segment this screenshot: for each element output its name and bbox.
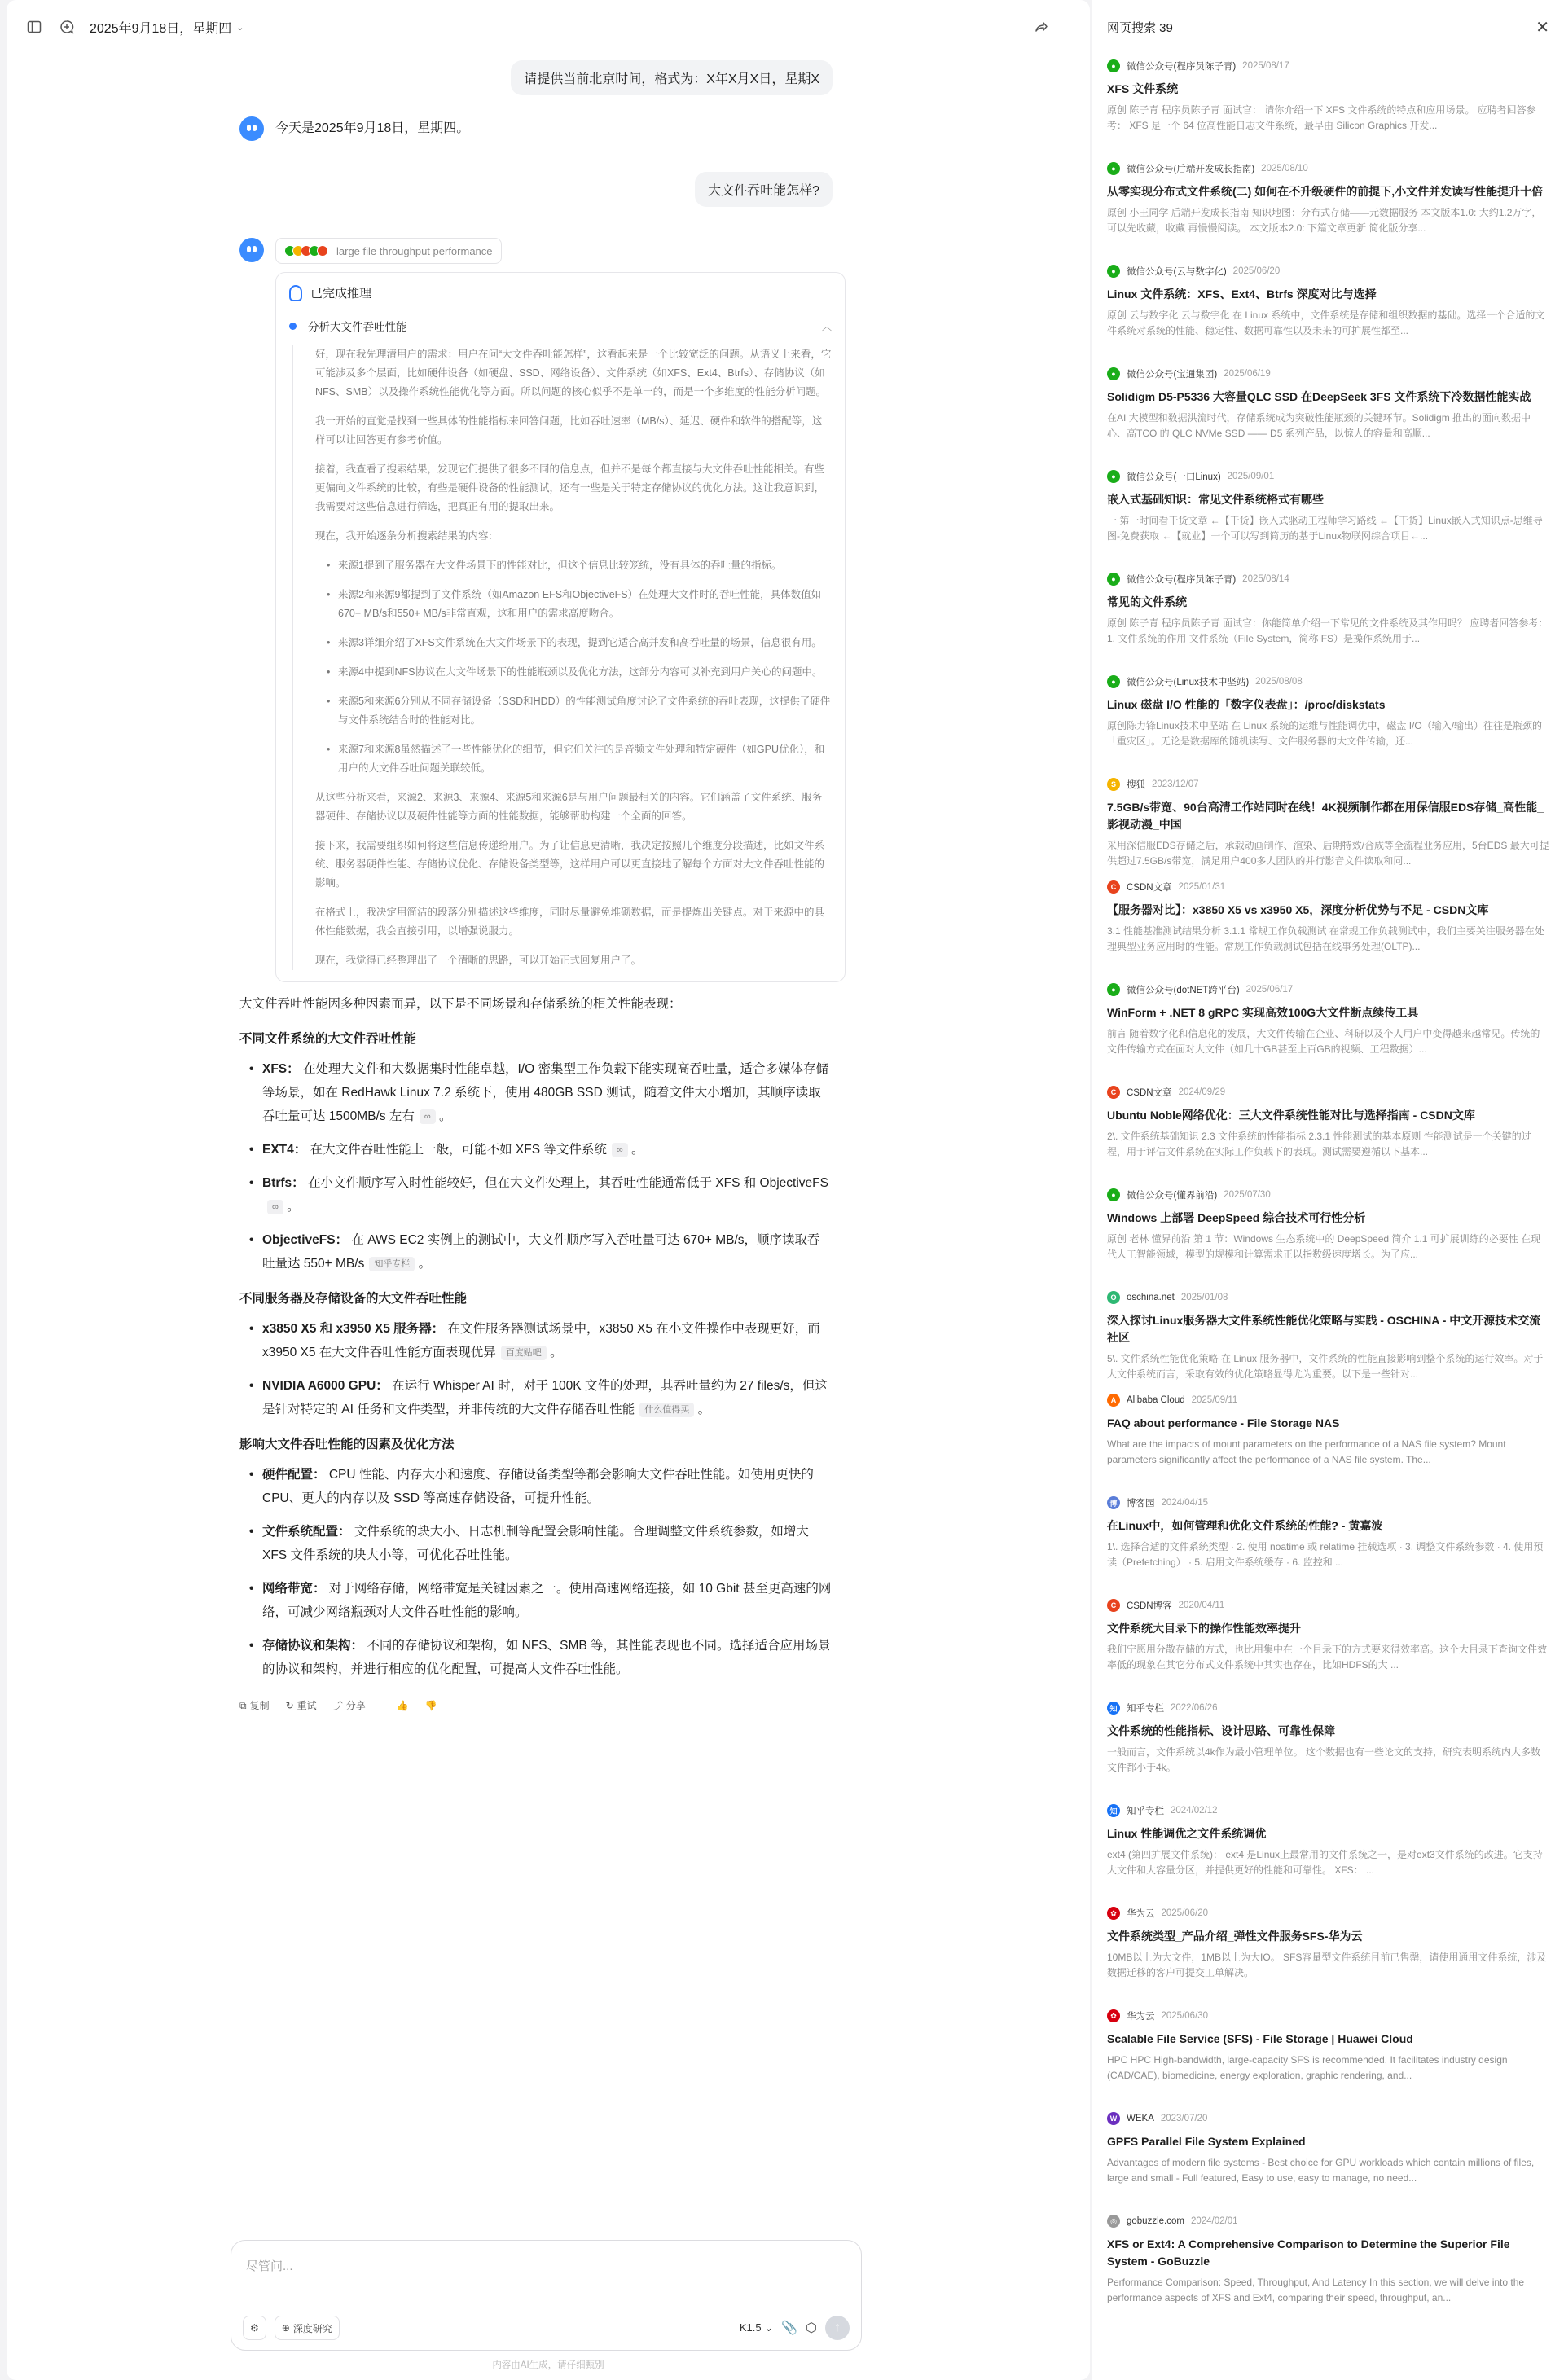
reasoning-paragraph: 好，现在我先理清用户的需求：用户在问“大文件吞吐能怎样”，这看起来是一个比较宽泛的问题。从语义上来看，它可能涉及多个层面，比如硬件设备（如硬盘、SSD、网络设备）、文件系统（如XFS、Ext4、Btrfs）、存储协议（如NFS、SMB）以及操作系统性能优化等方面。所以问题的核心似乎不是单一的，而是一个多维度的性能分析问题。: [315, 349, 832, 397]
answer-list-hw: [239, 1317, 833, 1421]
reasoning-list-item: • 来源7和来源8虽然描述了一些性能优化的细节，但它们关注的是音频文件处理和特定硬件（如GPU优化），和用户的大文件吞吐问题关联较低。: [338, 740, 832, 778]
result-title[interactable]: 深入探讨Linux服务器大文件系统性能优化策略与实践 - OSCHINA - 中文开源技术交流社区: [1107, 1314, 1541, 1344]
result-title[interactable]: 7.5GB/s带宽、90台高清工作站同时在线！4K视频制作都在用保信服EDS存储_高性能_影视动漫_中国: [1107, 801, 1544, 831]
result-source: 微信公众号(懂界前沿): [1127, 1191, 1218, 1201]
result-snippet: 原创 陈子青 程序员陈子青 面试官： 请你介绍一下 XFS 文件系统的特点和应用场景。 应聘者回答参考： XFS 是一个 64 位高性能日志文件系统，最早由 Silicon Graphics 开发...: [1107, 104, 1536, 131]
retry-button[interactable]: [286, 1694, 317, 1718]
thumbs-up-icon[interactable]: 👍: [396, 1700, 409, 1711]
result-date: 2025/07/30: [1224, 1190, 1271, 1200]
result-snippet: 在AI 大模型和数据洪流时代，存储系统成为突破性能瓶颈的关键环节。Solidigm 推出的面向数据中心、高TCO 的 QLC NVMe SSD —— D5 系列产品，以惊人的容量和高顺...: [1107, 412, 1531, 439]
tools-button[interactable]: [243, 2316, 266, 2340]
assistant-answer: [239, 992, 833, 1718]
chat-title: 2025年9月18日，星期四: [90, 21, 232, 36]
result-date: 2025/09/11: [1191, 1395, 1238, 1405]
search-result[interactable]: [1107, 1289, 1549, 1391]
result-meta: [1107, 468, 1549, 485]
result-snippet: 一般而言，文件系统以4k作为最小管理单位。 这个数据也有一些论文的支持，研究表明系统内大多数文件都小于4k。: [1107, 1746, 1541, 1773]
result-title[interactable]: Linux 文件系统：XFS、Ext4、Btrfs 深度对比与选择: [1107, 288, 1377, 301]
source-favicon-icon: ●: [1107, 265, 1120, 278]
item-term: ObjectiveFS：: [262, 1233, 349, 1247]
item-text: 在 AWS EC2 实例上的测试中，大文件顺序写入吞吐量可达 670+ MB/s，顺序读取吞吐量达 550+ MB/s: [262, 1233, 820, 1271]
item-text: CPU 性能、内存大小和速度、存储设备类型等都会影响大文件吞吐性能。如使用更快的 CPU、更大的内存以及 SSD 等高速存储设备，可提升性能。: [262, 1468, 814, 1505]
result-title[interactable]: WinForm + .NET 8 gRPC 实现高效100G大文件断点续传工具: [1107, 1006, 1419, 1019]
result-date: 2025/01/08: [1180, 1293, 1228, 1302]
reasoning-paragraph: 接下来，我需要组织如何将这些信息传递给用户。为了让信息更清晰，我决定按照几个维度分段描述，比如文件系统、服务器硬件性能、存储协议优化、存储设备类型等，这样用户可以更直接地了解每个方面对大文件吞吐性能的影响。: [315, 840, 825, 889]
ai-disclaimer: 内容由AI生成，请仔细甄别: [492, 2360, 604, 2370]
result-title[interactable]: 常见的文件系统: [1107, 595, 1187, 608]
search-result[interactable]: [1107, 1391, 1549, 1494]
reasoning-list: [315, 556, 832, 778]
source-favicon-icon: ●: [1107, 162, 1120, 175]
search-result[interactable]: [1107, 1802, 1549, 1904]
answer-list-item: • Btrfs： 在小文件顺序写入时性能较好，但在大文件处理上，其吞吐性能通常低于 XFS 和 ObjectiveFS∞ 。: [262, 1171, 833, 1219]
result-meta: [1107, 570, 1549, 588]
item-text: 在大文件吞吐性能上一般，可能不如 XFS 等文件系统: [310, 1143, 607, 1157]
share-icon[interactable]: [1031, 17, 1051, 37]
answer-heading: 不同服务器及存储设备的大文件吞吐性能: [239, 1292, 468, 1306]
result-source: 知乎专栏: [1127, 1807, 1164, 1816]
source-favicon-icon: W: [1107, 2112, 1120, 2125]
result-title[interactable]: FAQ about performance - File Storage NAS: [1107, 1416, 1340, 1429]
reasoning-paragraph: 现在，我觉得已经整理出了一个清晰的思路，可以开始正式回复用户了。: [315, 955, 642, 966]
result-snippet: 前言 随着数字化和信息化的发展，大文件传输在企业、科研以及个人用户中变得越来越常见。传统的文件传输方式在面对大文件（如几十GB甚至上百GB的视频、工程数据）...: [1107, 1028, 1540, 1055]
result-date: 2025/08/17: [1242, 61, 1289, 71]
result-date: 2025/08/10: [1261, 164, 1308, 173]
result-meta: [1107, 1596, 1549, 1614]
deep-research-label: 深度研究: [292, 2322, 332, 2334]
result-date: 2025/06/17: [1245, 985, 1294, 995]
result-meta: [1107, 1391, 1549, 1409]
refresh-icon: ↻: [285, 1700, 294, 1711]
sources-chip[interactable]: [275, 238, 502, 264]
source-favicon-icon: ●: [1107, 59, 1120, 72]
result-title[interactable]: 从零实现分布式文件系统(二) 如何在不升级硬件的前提下,小文件并发读写性能提升十倍: [1107, 185, 1544, 198]
result-date: 2024/02/01: [1190, 2216, 1238, 2226]
result-source: 微信公众号(dotNET跨平台): [1127, 986, 1240, 995]
result-date: 2024/02/12: [1171, 1806, 1218, 1816]
result-title[interactable]: Windows 上部署 DeepSpeed 综合技术可行性分析: [1107, 1211, 1366, 1224]
item-term: 存储协议和架构：: [262, 1639, 364, 1653]
result-date: 2025/08/14: [1242, 574, 1289, 584]
result-snippet: ext4 (第四扩展文件系统)： ext4 是Linux上最常用的文件系统之一，是对ext3文件系统的改进。它支持大文件和大容量分区，并提供更好的性能和可靠性。 XFS： ...: [1107, 1849, 1543, 1876]
reasoning-paragraph: 在格式上，我决定用简洁的段落分别描述这些维度，同时尽量避免堆砌数据，而是提炼出关键点。对于来源中的具体性能数据，我会直接引用，以增强说服力。: [315, 907, 825, 937]
source-favicon-icon: C: [1107, 1599, 1120, 1612]
source-favicon-icon: ✿: [1107, 1907, 1120, 1920]
answer-list-item: • NVIDIA A6000 GPU： 在运行 Whisper AI 时，对于 100K 文件的处理，其吞吐量约为 27 files/s，但这是针对特定的 AI 任务和文件类型，并非传统的大文件存储吞吐性能 什么值得买 。: [262, 1374, 833, 1421]
assistant-avatar: [239, 116, 264, 141]
search-result[interactable]: [1107, 1596, 1549, 1699]
answer-list-item: • x3850 X5 和 x3950 X5 服务器： 在文件服务器测试场景中，x3850 X5 在小文件操作中表现更好，而 x3950 X5 在大文件吞吐性能方面表现优异 百度贴吧 。: [262, 1317, 833, 1364]
chevron-down-icon: ⌄: [236, 22, 244, 33]
source-favicon-icon: ●: [1107, 470, 1120, 483]
result-meta: [1107, 57, 1549, 75]
source-favicon-icon: ✿: [1107, 2009, 1120, 2022]
search-result[interactable]: [1107, 775, 1549, 878]
copy-button[interactable]: [239, 1694, 270, 1718]
step-dot-icon: [289, 323, 297, 330]
retry-label: 重试: [297, 1700, 317, 1711]
search-panel-title: 网页搜索 39: [1107, 20, 1173, 35]
search-result[interactable]: [1107, 570, 1549, 673]
result-date: 2024/04/15: [1161, 1498, 1209, 1508]
result-date: 2025/06/20: [1232, 266, 1281, 276]
answer-list-item: [262, 1520, 833, 1567]
result-snippet: 原创 陈子青 程序员陈子青 面试官：你能简单介绍一下常见的文件系统及其作用吗？ 应聘者回答参考： 1. 文件系统的作用 文件系统（File System，简称 FS）是操作系统用于...: [1107, 617, 1549, 644]
cube-icon[interactable]: ⬡: [806, 2321, 817, 2335]
answer-list-item: [262, 1577, 833, 1624]
result-source: 搜狐: [1127, 780, 1145, 790]
item-term: EXT4：: [262, 1143, 307, 1157]
result-meta: [1107, 775, 1549, 793]
sidebar-toggle-icon[interactable]: [24, 17, 44, 37]
chat-title-dropdown[interactable]: [90, 18, 244, 37]
search-result[interactable]: [1107, 1904, 1549, 2007]
search-panel-header: [1092, 0, 1564, 54]
reasoning-status: 已完成推理: [310, 287, 372, 301]
result-source: 华为云: [1127, 2012, 1155, 2022]
chat-input[interactable]: 尽管问...: [246, 2259, 293, 2273]
item-term: NVIDIA A6000 GPU：: [262, 1379, 389, 1393]
source-favicon-icon: C: [1107, 1086, 1120, 1099]
reasoning-step[interactable]: [289, 318, 832, 334]
result-meta: [1107, 365, 1549, 383]
copy-icon: ⧉: [239, 1700, 247, 1711]
source-favicon-icon: O: [1107, 1291, 1120, 1304]
reasoning-body: [292, 345, 832, 970]
result-meta: [1107, 1083, 1549, 1101]
result-title[interactable]: XFS 文件系统: [1107, 82, 1179, 95]
chat-pane: [7, 0, 1090, 2380]
item-text: 对于网络存储，网络带宽是关键因素之一。使用高速网络连接，如 10 Gbit 甚至更高速的网络，可减少网络瓶颈对大文件吞吐性能的影响。: [262, 1582, 832, 1619]
research-icon: ⊕: [281, 2322, 290, 2334]
search-result[interactable]: [1107, 468, 1549, 570]
source-favicon-icon: ◎: [1107, 2215, 1120, 2228]
result-title[interactable]: 文件系统的性能指标、设计思路、可靠性保障: [1107, 1724, 1335, 1737]
source-favicons: [284, 245, 325, 257]
result-title[interactable]: 文件系统类型_产品介绍_弹性文件服务SFS-华为云: [1107, 1930, 1363, 1943]
result-meta: [1107, 2007, 1549, 2025]
item-text: 在小文件顺序写入时性能较好，但在大文件处理上，其吞吐性能通常低于 XFS 和 ObjectiveFS: [307, 1176, 828, 1190]
result-date: 2025/01/31: [1178, 882, 1226, 892]
result-title[interactable]: Linux 磁盘 I/O 性能的「数字仪表盘」：/proc/diskstats: [1107, 698, 1386, 711]
model-selector[interactable]: [740, 2321, 773, 2334]
result-date: 2025/08/08: [1255, 677, 1303, 687]
result-date: 2025/09/01: [1227, 472, 1275, 481]
message-actions: [239, 1694, 833, 1718]
result-source: gobuzzle.com: [1127, 2216, 1184, 2226]
citation-badge[interactable]: 知乎专栏: [369, 1257, 415, 1271]
result-date: 2025/06/19: [1224, 369, 1271, 379]
search-result[interactable]: [1107, 2212, 1549, 2315]
user-bubble: 请提供当前北京时间，格式为：X年X月X日，星期X: [511, 60, 833, 95]
chevron-up-icon[interactable]: ︿: [821, 320, 832, 332]
assistant-avatar: [239, 238, 264, 262]
composer: [231, 2240, 862, 2351]
search-results-list: [1092, 54, 1564, 2315]
reasoning-panel: [275, 272, 846, 982]
result-meta: [1107, 2110, 1549, 2128]
item-term: 硬件配置：: [262, 1468, 326, 1482]
result-source: CSDN博客: [1127, 1601, 1172, 1611]
source-favicon-icon: ●: [1107, 675, 1120, 688]
user-message: [239, 60, 833, 95]
result-snippet: 3.1 性能基准测试结果分析 3.1.1 常规工作负载测试 在常规工作负载测试中，我们主要关注服务器在处理典型业务应用时的性能。常规工作负载测试包括在线事务处理(OLTP)...: [1107, 925, 1544, 952]
result-source: CSDN文章: [1127, 1088, 1172, 1098]
source-favicon-icon: ●: [1107, 1188, 1120, 1201]
item-term: 文件系统配置：: [262, 1525, 351, 1539]
search-result[interactable]: [1107, 365, 1549, 468]
source-favicon-icon: ●: [1107, 983, 1120, 996]
lightbulb-icon: [289, 285, 302, 301]
answer-list-item: [262, 1634, 833, 1681]
answer-list-item: • XFS： 在处理大文件和大数据集时性能卓越，I/O 密集型工作负载下能实现高吞吐量，适合多媒体存储等场景，如在 RedHawk Linux 7.2 系统下，使用 480GB SSD 测试，随着文件大小增加，其顺序读取吞吐量可达 1500MB/s 左右 ∞ 。: [262, 1057, 833, 1128]
result-date: 2022/06/26: [1171, 1703, 1218, 1713]
result-title[interactable]: 【服务器对比】：x3850 X5 vs x3950 X5，深度分析优势与不足 - CSDN文库: [1107, 903, 1489, 916]
result-source: 微信公众号(程序员陈子青): [1127, 62, 1237, 72]
close-icon[interactable]: ✕: [1535, 18, 1549, 37]
item-text: 文件系统的块大小、日志机制等配置会影响性能。合理调整文件系统参数，如增大 XFS 文件系统的块大小等，可优化吞吐性能。: [262, 1525, 809, 1562]
source-favicon-icon: A: [1107, 1394, 1120, 1407]
result-title[interactable]: 在Linux中，如何管理和优化文件系统的性能? - 黄嘉波: [1107, 1519, 1383, 1532]
result-meta: [1107, 673, 1549, 691]
search-result[interactable]: [1107, 878, 1549, 981]
result-source: 微信公众号(Linux技术中坚站): [1127, 678, 1250, 687]
source-favicon-icon: 博: [1107, 1496, 1120, 1509]
search-result[interactable]: [1107, 1494, 1549, 1596]
source-favicon-icon: ●: [1107, 367, 1120, 380]
result-title[interactable]: Linux 性能调优之文件系统调优: [1107, 1827, 1267, 1840]
answer-heading: 不同文件系统的大文件吞吐性能: [239, 1032, 417, 1046]
result-snippet: Advantages of modern file systems - Best choice for GPU workloads which contain millions of files, large and small - Full featured, Easy to use, easy to manage, no need...: [1107, 2157, 1535, 2184]
result-snippet: 5\. 文件系统性能优化策略 在 Linux 服务器中，文件系统的性能直接影响到整个系统的运行效率。对于大文件系统而言，采取有效的优化策略显得尤为重要。以下是一些针对...: [1107, 1353, 1544, 1380]
result-snippet: 原创 云与数字化 云与数字化 在 Linux 系统中，文件系统是存储和组织数据的基础。选择一个合适的文件系统对系统的性能、稳定性、数据可靠性以及未来的可扩展性都至...: [1107, 310, 1545, 336]
reasoning-paragraph: 我一开始的直觉是找到一些具体的性能指标来回答问题，比如吞吐速率（MB/s）、延迟、硬件和软件的搭配等，这样可以让回答更有参考价值。: [315, 415, 823, 446]
result-source: 微信公众号(程序员陈子青): [1127, 575, 1237, 585]
result-date: 2025/06/30: [1161, 2011, 1209, 2021]
result-title[interactable]: GPFS Parallel File System Explained: [1107, 2135, 1306, 2148]
reasoning-paragraph: 从这些分析来看，来源2、来源3、来源4、来源5和来源6是与用户问题最相关的内容。它们涵盖了文件系统、服务器硬件、存储协议以及硬件性能等方面的性能数据，能够帮助构建一个全面的回答。: [315, 792, 823, 822]
result-source: Alibaba Cloud: [1127, 1395, 1185, 1405]
copy-label: 复制: [249, 1700, 270, 1711]
result-snippet: What are the impacts of mount parameters on the performance of a NAS file system? Mount parameters significantly affect the performance of a NAS file system. The...: [1107, 1438, 1506, 1465]
item-term: XFS：: [262, 1062, 300, 1076]
search-result[interactable]: [1107, 262, 1549, 365]
attach-icon[interactable]: 📎: [781, 2321, 798, 2335]
item-term: Btrfs：: [262, 1176, 305, 1190]
share-button[interactable]: [333, 1694, 366, 1718]
reasoning-header[interactable]: [289, 284, 832, 301]
reasoning-list-item: • 来源3详细介绍了XFS文件系统在大文件场景下的表现，提到它适合高并发和高吞吐量的场景，信息很有用。: [338, 634, 832, 652]
citation-badge[interactable]: ∞: [267, 1200, 283, 1214]
result-snippet: 原创陈力锋Linux技术中坚站 在 Linux 系统的运维与性能调优中，磁盘 I/O（输入/输出）往往是瓶颈的「重灾区」。无论是数据库的随机读写、文件服务器的大文件传输，还...: [1107, 720, 1543, 747]
result-snippet: 原创 老林 懂界前沿 第 1 节：Windows 生态系统中的 DeepSpeed 简介 1.1 可扩展训练的必要性 在现代人工智能领域，模型的规模和计算需求正以指数级速度增长。为了应...: [1107, 1233, 1541, 1260]
result-source: 微信公众号(云与数字化): [1127, 267, 1227, 277]
result-title[interactable]: Scalable File Service (SFS) - File Storage | Huawei Cloud: [1107, 2032, 1413, 2045]
citation-badge[interactable]: 百度贴吧: [501, 1346, 547, 1360]
citation-badge[interactable]: ∞: [420, 1109, 436, 1124]
reasoning-step-title: 分析大文件吞吐性能: [308, 321, 407, 333]
result-meta: [1107, 2212, 1549, 2230]
result-meta: [1107, 981, 1549, 999]
source-favicon-icon: 知: [1107, 1702, 1120, 1715]
item-text: 在运行 Whisper AI 时，对于 100K 文件的处理，其吞吐量约为 27 files/s，但这是针对特定的 AI 任务和文件类型，并非传统的大文件存储吞吐性能: [262, 1379, 828, 1416]
result-meta: [1107, 262, 1549, 280]
reasoning-list-item: • 来源1提到了服务器在大文件场景下的性能对比，但这个信息比较笼统，没有具体的吞吐量的指标。: [338, 556, 832, 575]
source-favicon-icon: ●: [1107, 573, 1120, 586]
citation-badge[interactable]: 什么值得买: [639, 1403, 694, 1417]
result-snippet: 10MB以上为大文件，1MB以上为大IO。 SFS容量型文件系统目前已售罄，请使用通用文件系统，涉及数据迁移的客户可提交工单解决。: [1107, 1952, 1547, 1978]
result-snippet: Performance Comparison: Speed, Throughput, And Latency In this section, we will delve into the performance aspects of XFS and Ext4, comparing their speed, throughput, an...: [1107, 2277, 1525, 2303]
user-message: [239, 172, 833, 207]
source-favicon-icon: S: [1107, 778, 1120, 791]
item-text: 不同的存储协议和架构，如 NFS、SMB 等，其性能表现也不同。选择适合应用场景的协议和架构，并进行相应的优化配置，可提高大文件吞吐性能。: [262, 1639, 831, 1676]
reasoning-list-item: • 来源2和来源9都提到了文件系统（如Amazon EFS和ObjectiveFS）在处理大文件时的吞吐性能，具体数值如670+ MB/s和550+ MB/s非常直观，这和用户的需求高度吻合。: [338, 586, 832, 623]
result-title[interactable]: XFS or Ext4: A Comprehensive Comparison to Determine the Superior File System - GoBuzzle: [1107, 2237, 1510, 2268]
result-source: 微信公众号(后端开发成长指南): [1127, 165, 1255, 174]
assistant-message: [239, 116, 833, 141]
result-snippet: 采用深信服EDS存储之后，承载动画制作、渲染、后期特效/合成等全流程业务应用，5台EDS 最大可提供超过7.5GB/s带宽，满足用户400多人团队的并行影音文件读取和同...: [1107, 840, 1549, 867]
answer-heading: 影响大文件吞吐性能的因素及优化方法: [239, 1438, 455, 1451]
item-term: 网络带宽：: [262, 1582, 326, 1596]
result-source: CSDN文章: [1127, 883, 1172, 893]
result-source: 微信公众号(一口Linux): [1127, 472, 1221, 482]
reasoning-list-item: • 来源5和来源6分别从不同存储设备（SSD和HDD）的性能测试角度讨论了文件系统的吞吐表现，这提供了硬件与文件系统结合时的性能对比。: [338, 692, 832, 730]
composer-toolbar: [243, 2316, 850, 2340]
item-text: 在处理大文件和大数据集时性能卓越，I/O 密集型工作负载下能实现高吞吐量，适合多媒体存储等场景，如在 RedHawk Linux 7.2 系统下，使用 480GB SSD 测试，随着文件大小增加，其顺序读取吞吐量可达 1500MB/s 左右: [262, 1062, 828, 1123]
share-icon: ⤴: [332, 1700, 343, 1711]
sliders-icon: ⚙: [250, 2322, 259, 2334]
result-meta: [1107, 1802, 1549, 1820]
result-meta: [1107, 878, 1549, 896]
search-result[interactable]: [1107, 1083, 1549, 1186]
search-result[interactable]: [1107, 57, 1549, 160]
sources-query: large file throughput performance: [336, 244, 493, 257]
reasoning-list-item: • 来源4中提到NFS协议在大文件场景下的性能瓶颈以及优化方法，这部分内容可以补充到用户关心的问题中。: [338, 663, 832, 682]
result-meta: [1107, 1289, 1549, 1306]
search-result[interactable]: [1107, 1186, 1549, 1289]
result-meta: [1107, 1186, 1549, 1204]
reasoning-paragraph: 接着，我查看了搜索结果，发现它们提供了很多不同的信息点，但并不是每个都直接与大文件吞吐性能相关。有些更偏向文件系统的比较，有些是硬件设备的性能测试，还有一些是关于特定存储协议的优化方法。这让我意识到，我需要对这些信息进行筛选，把真正有用的提取出来。: [315, 463, 825, 512]
source-favicon-icon: C: [1107, 880, 1120, 894]
result-snippet: 1\. 选择合适的文件系统类型 · 2. 使用 noatime 或 relatime 挂载选项 · 3. 调整文件系统参数 · 4. 使用预读（Prefetching） · 5. 启用文件系统缓存 · 6. 监控和 ...: [1107, 1541, 1544, 1568]
result-title[interactable]: Solidigm D5-P5336 大容量QLC SSD 在DeepSeek 3FS 文件系统下冷数据性能实战: [1107, 390, 1531, 403]
result-source: oschina.net: [1127, 1293, 1175, 1302]
user-bubble: 大文件吞吐能怎样?: [695, 172, 833, 207]
result-date: 2024/09/29: [1178, 1087, 1226, 1097]
answer-list-fs: [239, 1057, 833, 1276]
result-date: 2023/07/20: [1160, 2114, 1208, 2123]
search-result[interactable]: [1107, 2110, 1549, 2212]
result-date: 2025/06/20: [1161, 1908, 1209, 1918]
search-result[interactable]: [1107, 673, 1549, 775]
top-bar: [7, 0, 1090, 54]
answer-list-factors: [239, 1463, 833, 1681]
result-snippet: 原创 小王同学 后端开发成长指南 知识地图：分布式存储——元数据服务 本文版本1.0: 大约1.2万字，可以先收藏，收藏 再慢慢阅读。 本文版本2.0: 下篇文章更新 简化版分享...: [1107, 207, 1542, 234]
result-date: 2020/04/11: [1178, 1601, 1225, 1610]
chevron-down-icon: ⌄: [764, 2321, 774, 2334]
item-term: x3850 X5 和 x3950 X5 服务器：: [262, 1322, 445, 1336]
result-source: WEKA: [1127, 2114, 1154, 2123]
send-button[interactable]: ↑: [825, 2316, 850, 2340]
result-source: 微信公众号(宝通集团): [1127, 370, 1218, 380]
result-meta: [1107, 160, 1549, 178]
conversation: [7, 54, 1090, 1718]
item-text: 在文件服务器测试场景中，x3850 X5 在小文件操作中表现更好，而 x3950 X5 在大文件吞吐性能方面表现优异: [262, 1322, 820, 1359]
citation-badge[interactable]: ∞: [612, 1143, 628, 1157]
reasoning-paragraph: 现在，我开始逐条分析搜索结果的内容：: [315, 530, 499, 542]
search-result[interactable]: [1107, 1699, 1549, 1802]
deep-research-button[interactable]: [275, 2316, 340, 2340]
result-snippet: 2\. 文件系统基础知识 2.3 文件系统的性能指标 2.3.1 性能测试的基本原则 性能测试是一个关键的过程，用于评估文件系统在实际工作负载下的表现。测试需要遵循以下基本...: [1107, 1131, 1531, 1157]
share-label: 分享: [345, 1700, 366, 1711]
search-result[interactable]: [1107, 981, 1549, 1083]
thumbs-down-icon[interactable]: 👎: [424, 1700, 437, 1711]
result-snippet: HPC HPC High-bandwidth, large-capacity SFS is recommended. It facilitates industry design (CAD/CAE), biomedicine, energy exploration, graphic rendering, and...: [1107, 2054, 1508, 2081]
search-result[interactable]: [1107, 2007, 1549, 2110]
answer-list-item: • EXT4： 在大文件吞吐性能上一般，可能不如 XFS 等文件系统 ∞ 。: [262, 1138, 833, 1161]
result-meta: [1107, 1904, 1549, 1922]
source-favicon-icon: 知: [1107, 1804, 1120, 1817]
search-result[interactable]: [1107, 160, 1549, 262]
result-title[interactable]: Ubuntu Noble网络优化：三大文件系统性能对比与选择指南 - CSDN文库: [1107, 1109, 1475, 1122]
model-label: K1.5: [739, 2321, 762, 2334]
result-snippet: 我们宁愿用分散存储的方式，也比用集中在一个目录下的方式要来得效率高。这个大目录下查询文件效率低的现象在其它分布式文件系统中其实也存在，比如HDFS的大 ...: [1107, 1644, 1548, 1671]
result-source: 博客园: [1127, 1499, 1155, 1508]
web-search-panel: [1092, 0, 1564, 2380]
result-title[interactable]: 文件系统大目录下的操作性能效率提升: [1107, 1622, 1301, 1635]
result-source: 知乎专栏: [1127, 1704, 1164, 1714]
result-date: 2023/12/07: [1152, 779, 1199, 789]
assistant-message: [239, 238, 833, 982]
result-snippet: 一 第一时间看干货文章 ←【干货】嵌入式驱动工程师学习路线 ←【干货】Linux嵌入式知识点-思维导图-免费获取 ←【就业】一个可以写到简历的基于Linux物联网综合项目←...: [1107, 515, 1543, 542]
result-meta: [1107, 1494, 1549, 1512]
answer-intro: 大文件吞吐性能因多种因素而异，以下是不同场景和存储系统的相关性能表现：: [239, 997, 682, 1011]
result-title[interactable]: 嵌入式基础知识：常见文件系统格式有哪些: [1107, 493, 1324, 506]
result-meta: [1107, 1699, 1549, 1717]
new-chat-icon[interactable]: [57, 17, 77, 37]
answer-list-item: • ObjectiveFS： 在 AWS EC2 实例上的测试中，大文件顺序写入吞吐量可达 670+ MB/s，顺序读取吞吐量达 550+ MB/s 知乎专栏 。: [262, 1228, 833, 1276]
assistant-reply: 今天是2025年9月18日，星期四。: [275, 121, 470, 135]
result-source: 华为云: [1127, 1909, 1155, 1919]
answer-list-item: [262, 1463, 833, 1510]
